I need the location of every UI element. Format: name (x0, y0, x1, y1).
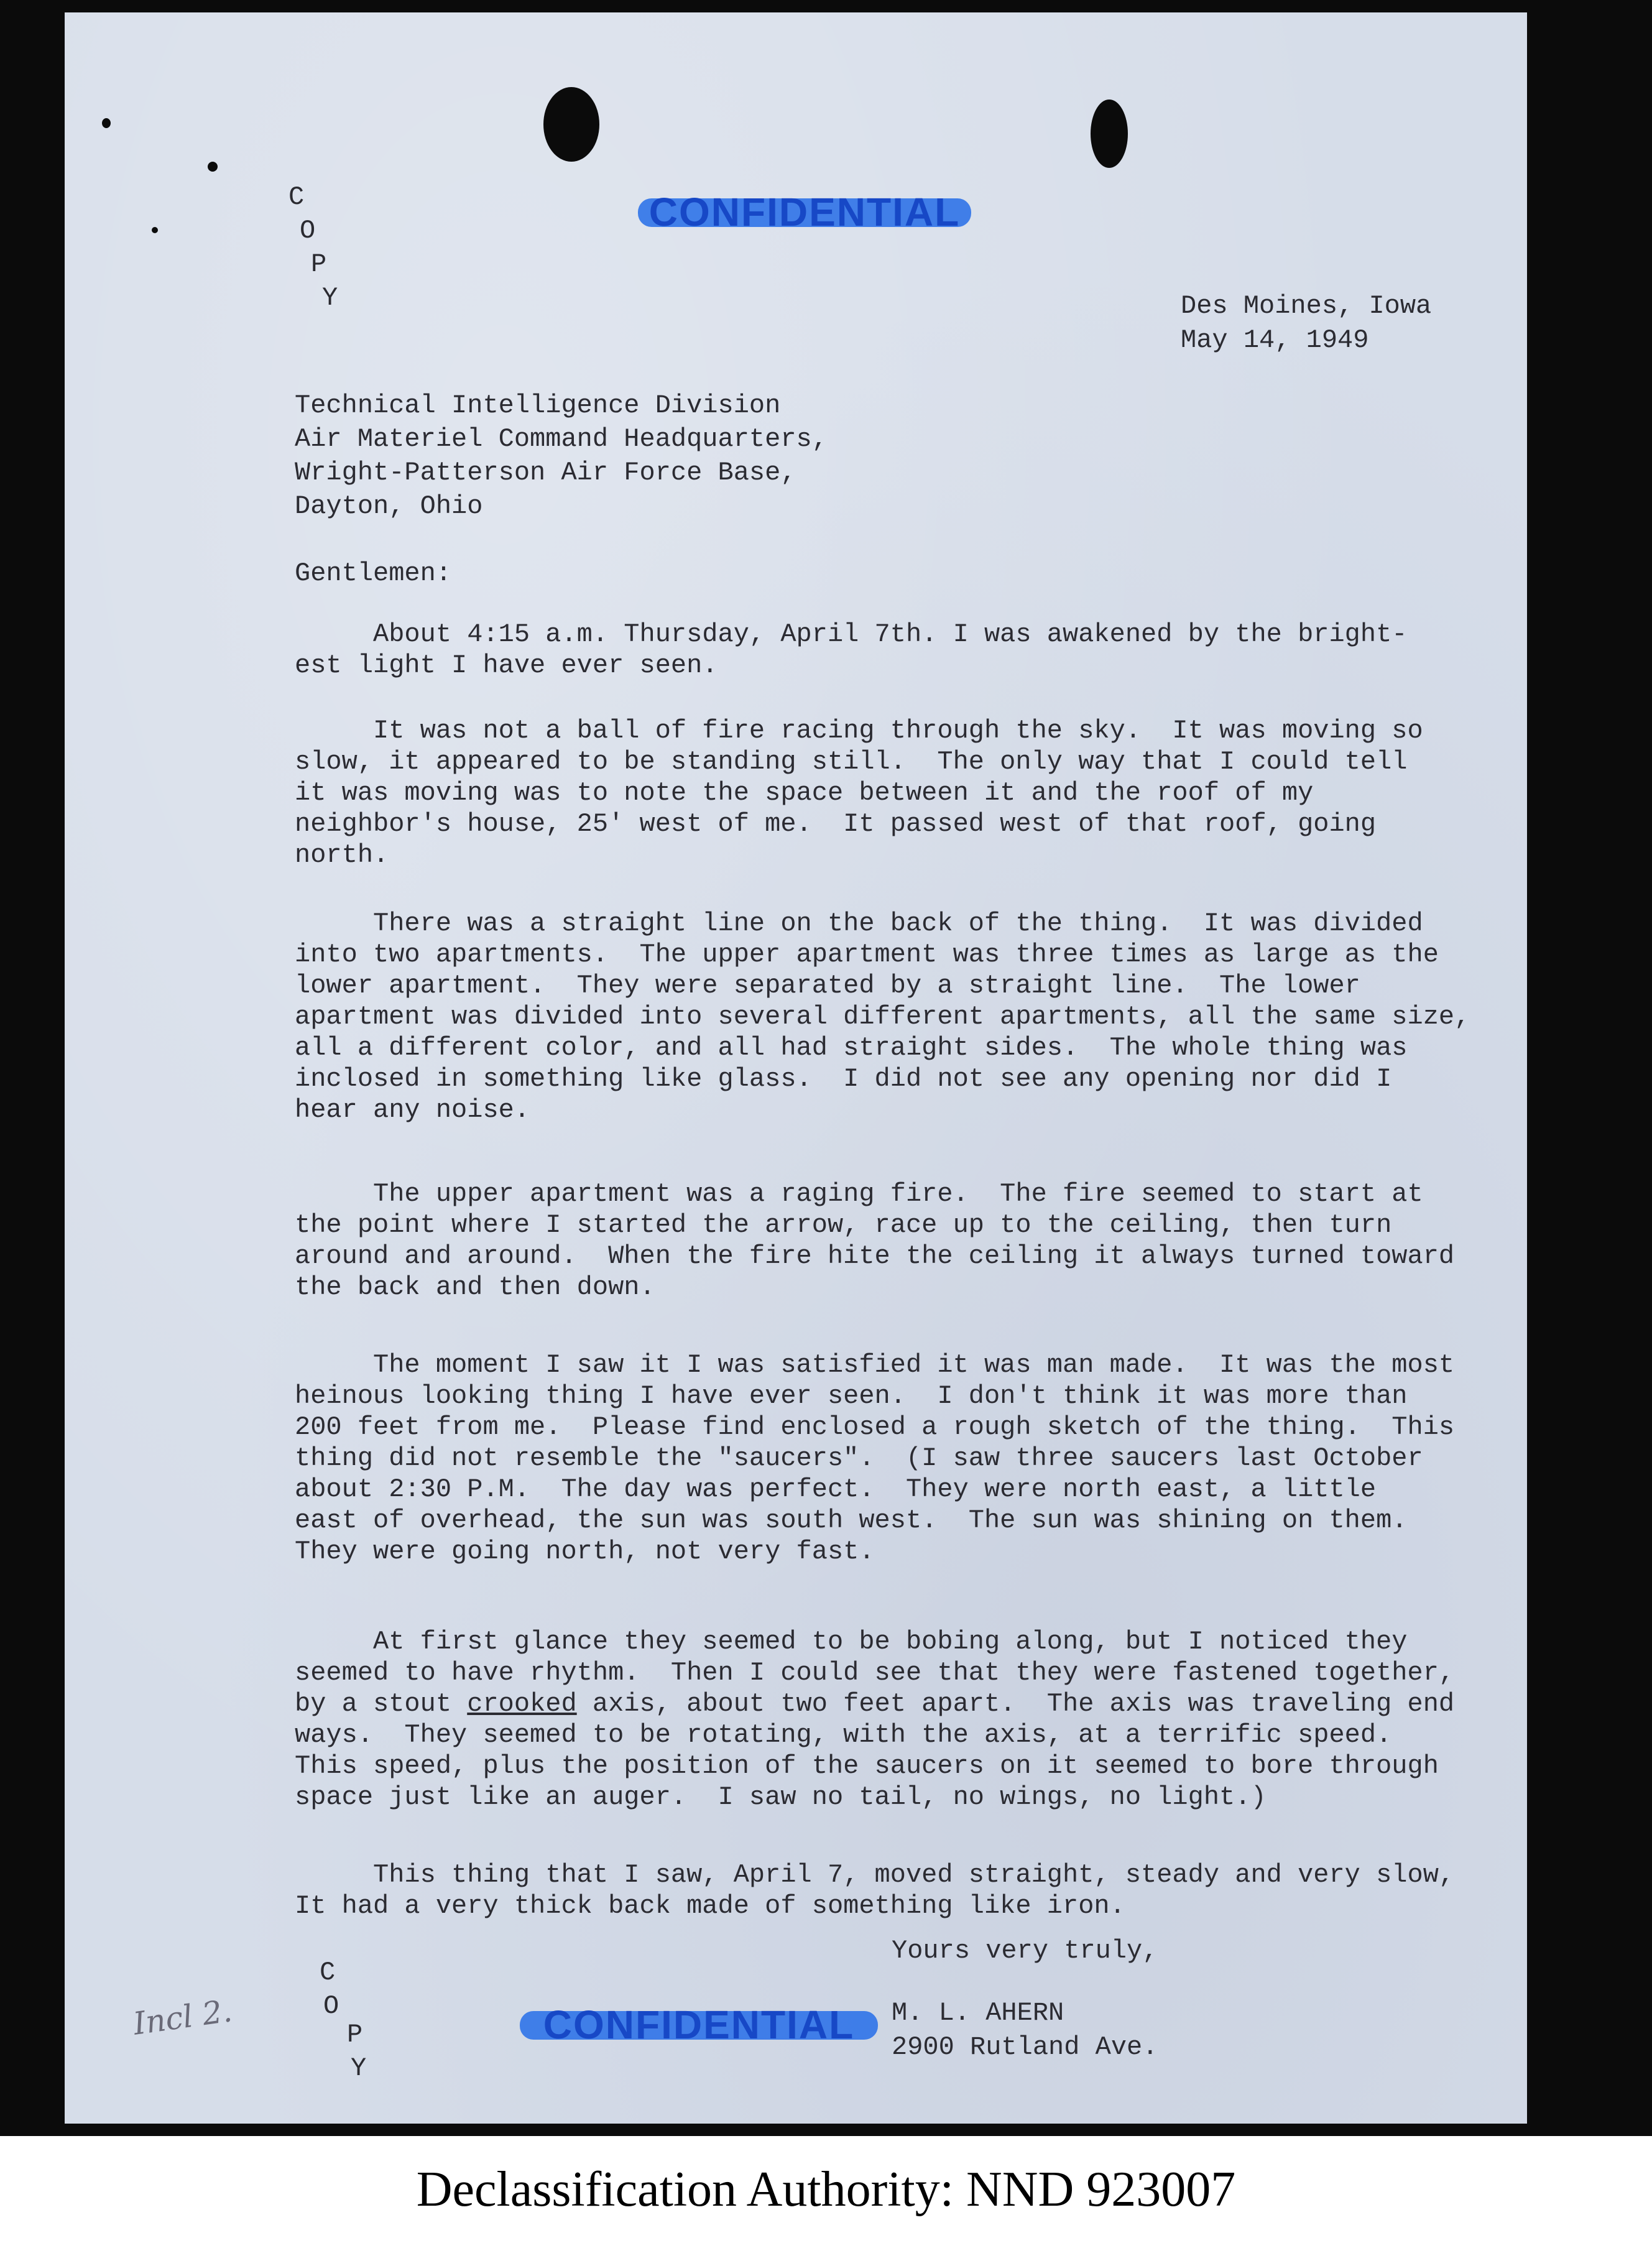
paragraph-line (295, 1688, 1454, 1719)
paragraph-line: At first glance they seemed to be bobing along, but I noticed they (295, 1627, 1408, 1657)
addressee-line: Technical Intelligence Division (295, 391, 781, 420)
letter-date: May 14, 1949 (1181, 325, 1369, 355)
paragraph (295, 908, 1470, 1126)
addressee-line: Wright-Patterson Air Force Base, (295, 458, 796, 488)
paragraph (295, 1626, 1454, 1813)
paragraph-line: est light I have ever seen. (295, 650, 718, 680)
paragraph-line: all a different color, and all had straight sides. The whole thing was (295, 1033, 1408, 1063)
underlined-word: crooked (467, 1689, 577, 1719)
addressee-line: Dayton, Ohio (295, 491, 483, 521)
paragraph-line: This speed, plus the position of the saucers on it seemed to bore through (295, 1751, 1439, 1781)
paragraph-line: hear any noise. (295, 1095, 530, 1125)
letter-page (65, 12, 1527, 2124)
paragraph-line: space just like an auger. I saw no tail, no wings, no light.) (295, 1782, 1267, 1812)
copy-letter: P (347, 2020, 363, 2050)
copy-letter: C (288, 182, 305, 212)
signer-address: 2900 Rutland Ave. (892, 2032, 1158, 2062)
copy-letter: Y (351, 2053, 367, 2083)
copy-letter: O (300, 216, 316, 246)
paragraph-line: It had a very thick back made of something like iron. (295, 1891, 1125, 1921)
paragraph-line: the point where I started the arrow, race up to the ceiling, then turn (295, 1210, 1392, 1240)
copy-letter: O (323, 1991, 339, 2021)
valediction: Yours very truly, (892, 1936, 1158, 1966)
paragraph-line: around and around. When the fire hite the ceiling it always turned toward (295, 1241, 1455, 1271)
paragraph-line: east of overhead, the sun was south west. The sun was shining on them. (295, 1505, 1408, 1535)
paragraph-line: They were going north, not very fast. (295, 1537, 875, 1566)
ink-speck (102, 118, 111, 128)
confidential-stamp-bottom (525, 2002, 873, 2047)
paragraph-line: into two apartments. The upper apartment was three times as large as the (295, 940, 1439, 969)
paragraph-line: the back and then down. (295, 1272, 655, 1302)
paragraph-line: north. (295, 840, 389, 870)
paragraph-line: This thing that I saw, April 7, moved straight, steady and very slow, (295, 1860, 1455, 1890)
punch-hole-right (1091, 99, 1128, 168)
paragraph (295, 1349, 1454, 1567)
paragraph-line: lower apartment. They were separated by a straight line. The lower (295, 971, 1360, 1001)
paragraph-line: ways. They seemed to be rotating, with the axis, at a terrific speed. (295, 1720, 1392, 1750)
paragraph-line: inclosed in something like glass. I did not see any opening nor did I (295, 1064, 1392, 1094)
ink-speck (208, 162, 218, 172)
paragraph-line: There was a straight line on the back of the thing. It was divided (295, 909, 1423, 938)
copy-letter: Y (322, 283, 338, 313)
copy-letter: P (311, 249, 327, 279)
paragraph-line: It was not a ball of fire racing through the sky. It was moving so (295, 716, 1423, 746)
stamp-text: CONFIDENTIAL (648, 190, 961, 234)
signer-name: M. L. AHERN (892, 1998, 1064, 2028)
stamp-text: CONFIDENTIAL (543, 2002, 855, 2047)
addressee-block (295, 389, 828, 523)
line-segment: by a stout (295, 1689, 468, 1719)
paragraph-line: apartment was divided into several different apartments, all the same size, (295, 1002, 1470, 1032)
salutation: Gentlemen: (295, 558, 452, 588)
paragraph-line: The upper apartment was a raging fire. The fire seemed to start at (295, 1179, 1423, 1209)
handwritten-note: Incl 2. (131, 1992, 234, 2042)
punch-hole-left (543, 87, 599, 162)
paragraph (295, 1178, 1454, 1303)
paragraph-line: slow, it appeared to be standing still. The only way that I could tell (295, 747, 1408, 777)
paragraph-line: about 2:30 P.M. The day was perfect. They were north east, a little (295, 1474, 1377, 1504)
closing-paragraph (295, 1859, 1454, 1922)
paragraph-line: thing did not resemble the "saucers". (I saw three saucers last October (295, 1443, 1423, 1473)
addressee-line: Air Materiel Command Headquarters, (295, 424, 828, 454)
paragraph-line: seemed to have rhythm. Then I could see that they were fastened together, (295, 1658, 1455, 1688)
paragraph-line: heinous looking thing I have ever seen. I don't think it was more than (295, 1381, 1408, 1411)
ink-speck (152, 227, 158, 233)
paragraph-line: The moment I saw it I was satisfied it was man made. It was the most (295, 1350, 1455, 1380)
paragraph-line: About 4:15 a.m. Thursday, April 7th. I was awakened by the bright- (295, 619, 1408, 649)
copy-letter: C (320, 1958, 336, 1987)
paragraph (295, 715, 1423, 871)
paragraph (295, 619, 1408, 681)
paragraph-line: 200 feet from me. Please find enclosed a rough sketch of the thing. This (295, 1412, 1455, 1442)
letter-place: Des Moines, Iowa (1181, 291, 1432, 321)
paragraph-line: it was moving was to note the space between it and the roof of my (295, 778, 1314, 808)
declassification-footer: Declassification Authority: NND 923007 (416, 2162, 1236, 2217)
paragraph-line: neighbor's house, 25' west of me. It passed west of that roof, going (295, 809, 1377, 839)
confidential-stamp-top (643, 190, 966, 234)
line-segment: axis, about two feet apart. The axis was traveling end (576, 1689, 1455, 1719)
